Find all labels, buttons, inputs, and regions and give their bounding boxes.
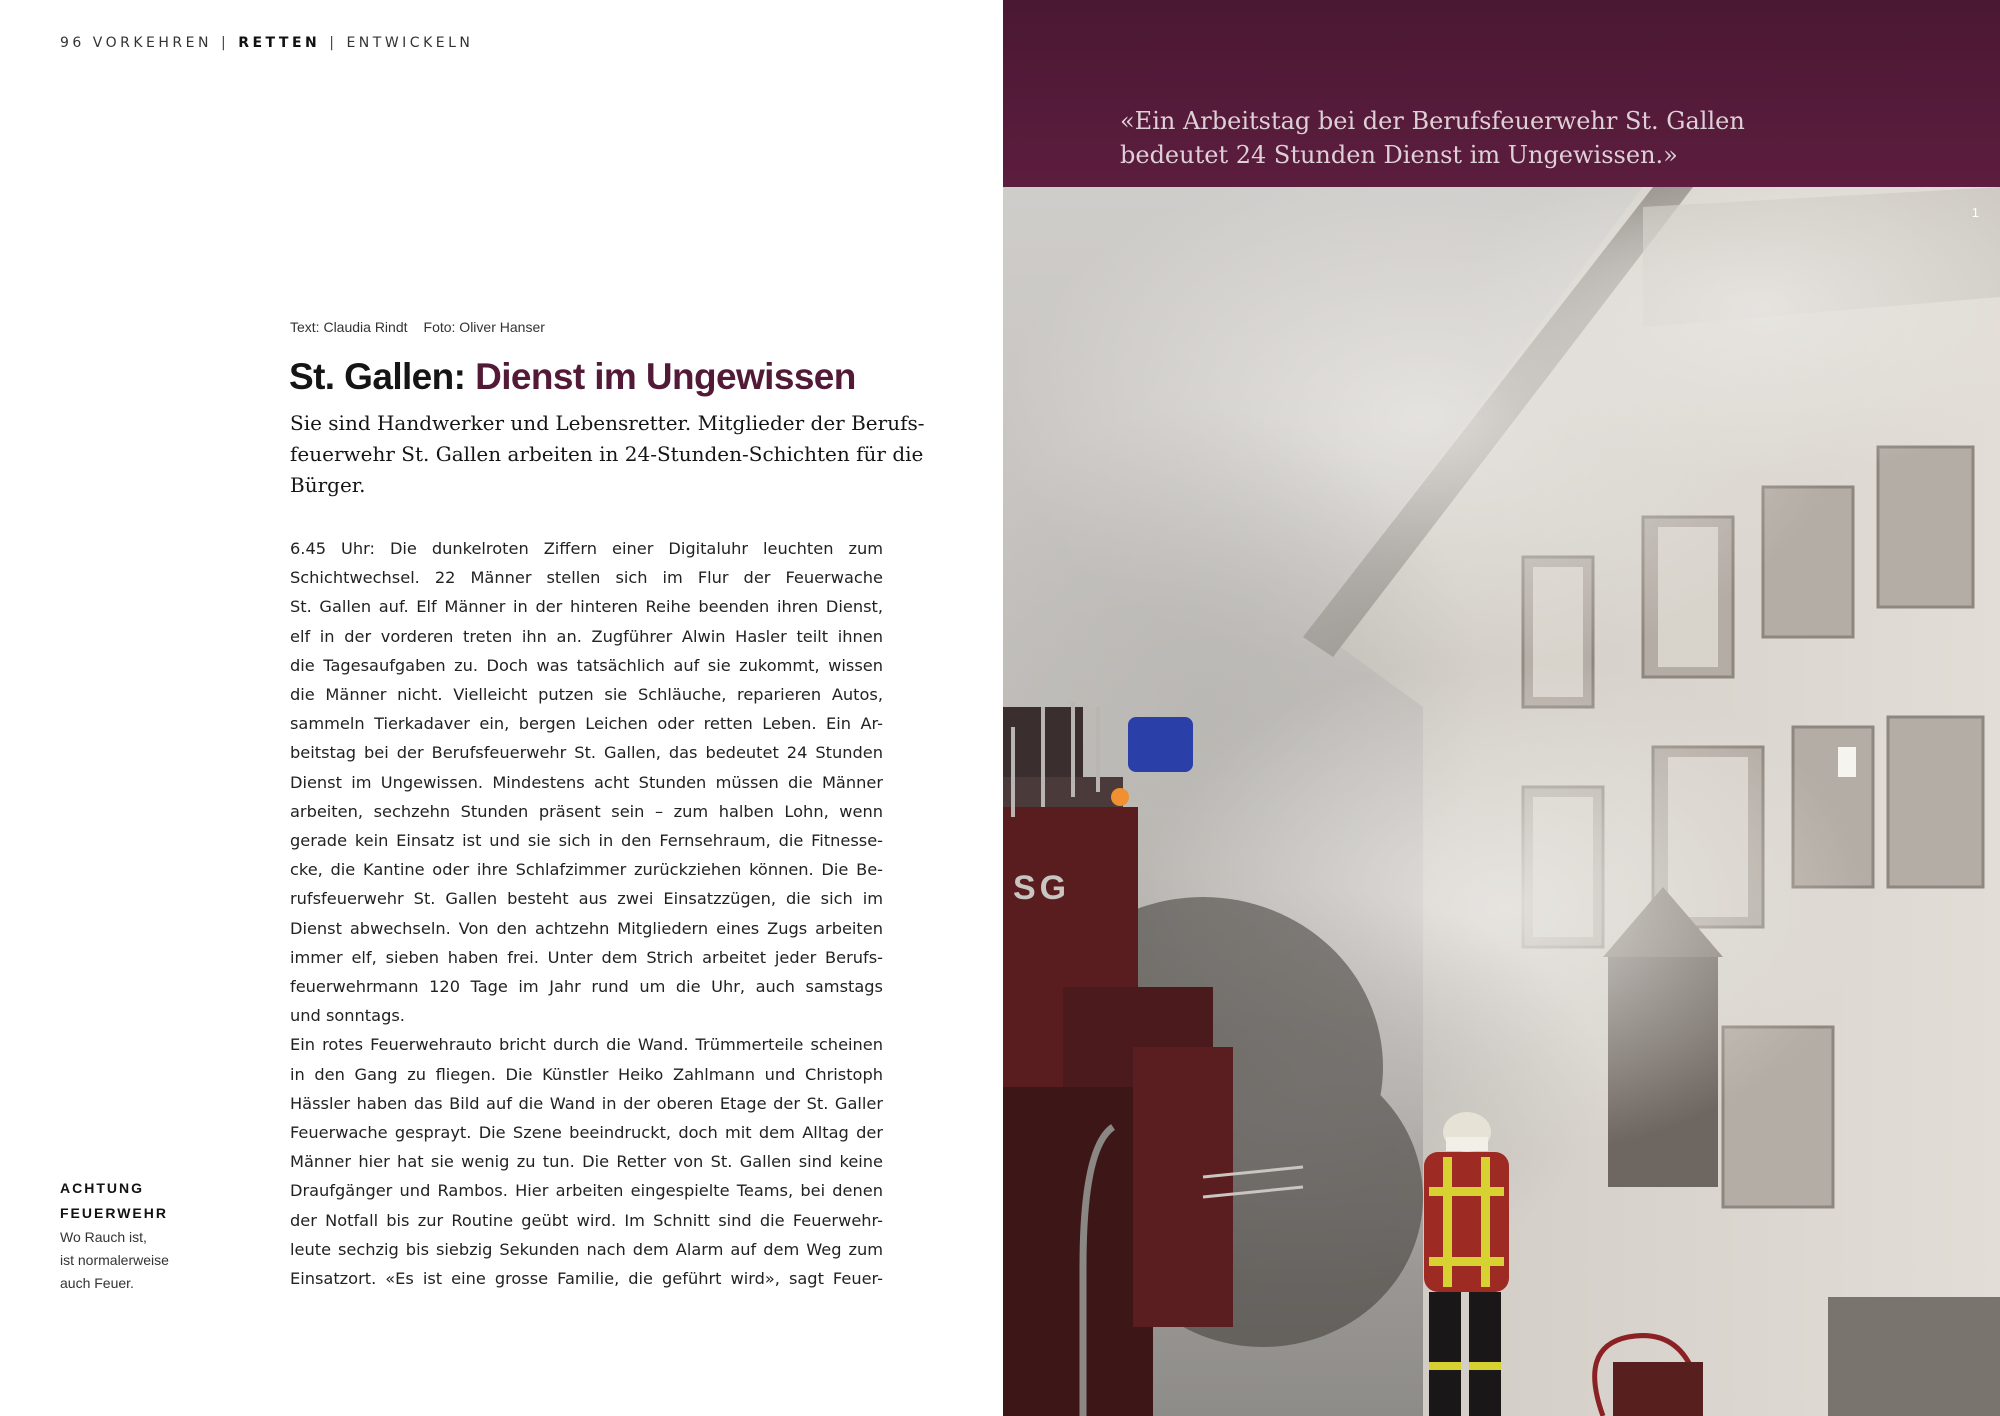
title-highlight: Dienst im Ungewissen — [475, 356, 856, 397]
sidebar-text — [60, 1226, 200, 1295]
sidebar-text-line: ist normalerweise — [60, 1252, 169, 1268]
section-vorkehren: VORKEHREN — [92, 35, 212, 51]
body-line: Hässler haben das Bild auf die Wand in der oberen Etage der St. Galler — [290, 1093, 883, 1113]
sidebar-text-line: Wo Rauch ist, — [60, 1229, 147, 1245]
sidebar-heading — [60, 1176, 200, 1226]
body-line: der Notfall bis zur Routine geübt wird. Im Schnitt sind die Feuerwehr- — [290, 1210, 883, 1230]
lead-paragraph — [290, 408, 925, 501]
photo-credit: Foto: Oliver Hanser — [423, 319, 545, 335]
article-credits — [290, 319, 545, 335]
article-title — [289, 356, 856, 398]
body-line: Dienst im Ungewissen. Mindestens acht Stunden müssen die Männer — [290, 772, 883, 792]
body-line: rufsfeuerwehr St. Gallen besteht aus zwei Einsatzzügen, die sich im — [290, 889, 883, 909]
lead-line: Bürger. — [290, 473, 366, 497]
text-credit: Text: Claudia Rindt — [290, 319, 408, 335]
separator: | — [329, 35, 338, 51]
body-line: sammeln Tierkadaver ein, bergen Leichen oder retten Leben. Ein Ar- — [290, 714, 883, 734]
section-retten: RETTEN — [238, 35, 321, 51]
body-line: gerade kein Einsatz ist und sie sich in den Fernsehraum, die Fitnesse- — [290, 831, 883, 851]
fire-scene-photo — [1003, 187, 2000, 1416]
body-line: arbeiten, sechzehn Stunden präsent sein – zum halben Lohn, wenn — [290, 801, 883, 821]
right-page — [1003, 0, 2000, 1416]
body-line: beitstag bei der Berufsfeuerwehr St. Gallen, das bedeutet 24 Stunden — [290, 743, 883, 763]
running-head — [60, 35, 473, 51]
sidebar-text-line: auch Feuer. — [60, 1275, 134, 1291]
title-prefix: St. Gallen: — [289, 356, 466, 397]
photo-number: 1 — [1971, 205, 1979, 220]
body-line: die Männer nicht. Vielleicht putzen sie Schläuche, reparieren Autos, — [290, 685, 883, 705]
separator: | — [220, 35, 230, 51]
sidebar-note — [60, 1176, 200, 1295]
pull-quote-line: bedeutet 24 Stunden Dienst im Ungewissen.» — [1120, 141, 1678, 169]
body-line: 6.45 Uhr: Die dunkelroten Ziffern einer Digitaluhr leuchten zum — [290, 539, 883, 558]
body-line: immer elf, sieben haben frei. Unter dem Strich arbeitet jeder Berufs- — [290, 947, 883, 967]
sidebar-heading-line: ACHTUNG — [60, 1180, 144, 1196]
body-line: Ein rotes Feuerwehrauto bricht durch die Wand. Trümmerteile scheinen — [290, 1035, 883, 1055]
quote-band — [1003, 0, 2000, 187]
truck-lettering: SG — [1013, 869, 1071, 907]
body-line: St. Gallen auf. Elf Männer in der hinteren Reihe beenden ihren Dienst, — [290, 597, 883, 617]
body-line: Männer hier hat sie wenig zu tun. Die Retter von St. Gallen sind keine — [290, 1152, 883, 1172]
body-line: elf in der vorderen treten ihn an. Zugführer Alwin Hasler teilt ihnen — [290, 626, 883, 646]
body-line: Draufgänger und Rambos. Hier arbeiten eingespielte Teams, bei denen — [290, 1181, 883, 1201]
section-entwickeln: ENTWICKELN — [346, 35, 474, 51]
body-line: Einsatzort. «Es ist eine grosse Familie, die geführt wird», sagt Feuer- — [290, 1269, 883, 1289]
body-line: Schichtwechsel. 22 Männer stellen sich im Flur der Feuerwache — [290, 568, 883, 588]
body-line: und sonntags. — [290, 1006, 405, 1026]
pull-quote-line: «Ein Arbeitstag bei der Berufsfeuerwehr St. Gallen — [1120, 107, 1745, 135]
body-line: leute sechzig bis siebzig Sekunden nach dem Alarm auf dem Weg zum — [290, 1239, 883, 1259]
sidebar-heading-line: FEUERWEHR — [60, 1205, 168, 1221]
page-number: 96 — [60, 35, 85, 51]
lead-line: Sie sind Handwerker und Lebensretter. Mitglieder der Berufs- — [290, 411, 925, 435]
body-line: Feuerwache gesprayt. Die Szene beeindruckt, doch mit dem Alltag der — [290, 1123, 883, 1143]
body-line: in den Gang zu fliegen. Die Künstler Heiko Zahlmann und Christoph — [290, 1064, 883, 1084]
body-text — [290, 534, 883, 1293]
pull-quote — [1120, 104, 1840, 172]
body-line: feuerwehrmann 120 Tage im Jahr rund um die Uhr, auch samstags — [290, 977, 883, 997]
body-line: cke, die Kantine oder ihre Schlafzimmer zurückziehen können. Die Be- — [290, 860, 883, 880]
body-line: die Tagesaufgaben zu. Doch was tatsächlich auf sie zukommt, wissen — [290, 655, 883, 675]
lead-line: feuerwehr St. Gallen arbeiten in 24-Stunden-Schichten für die — [290, 442, 924, 466]
body-line: Dienst abwechseln. Von den achtzehn Mitgliedern eines Zugs arbeiten — [290, 918, 883, 938]
